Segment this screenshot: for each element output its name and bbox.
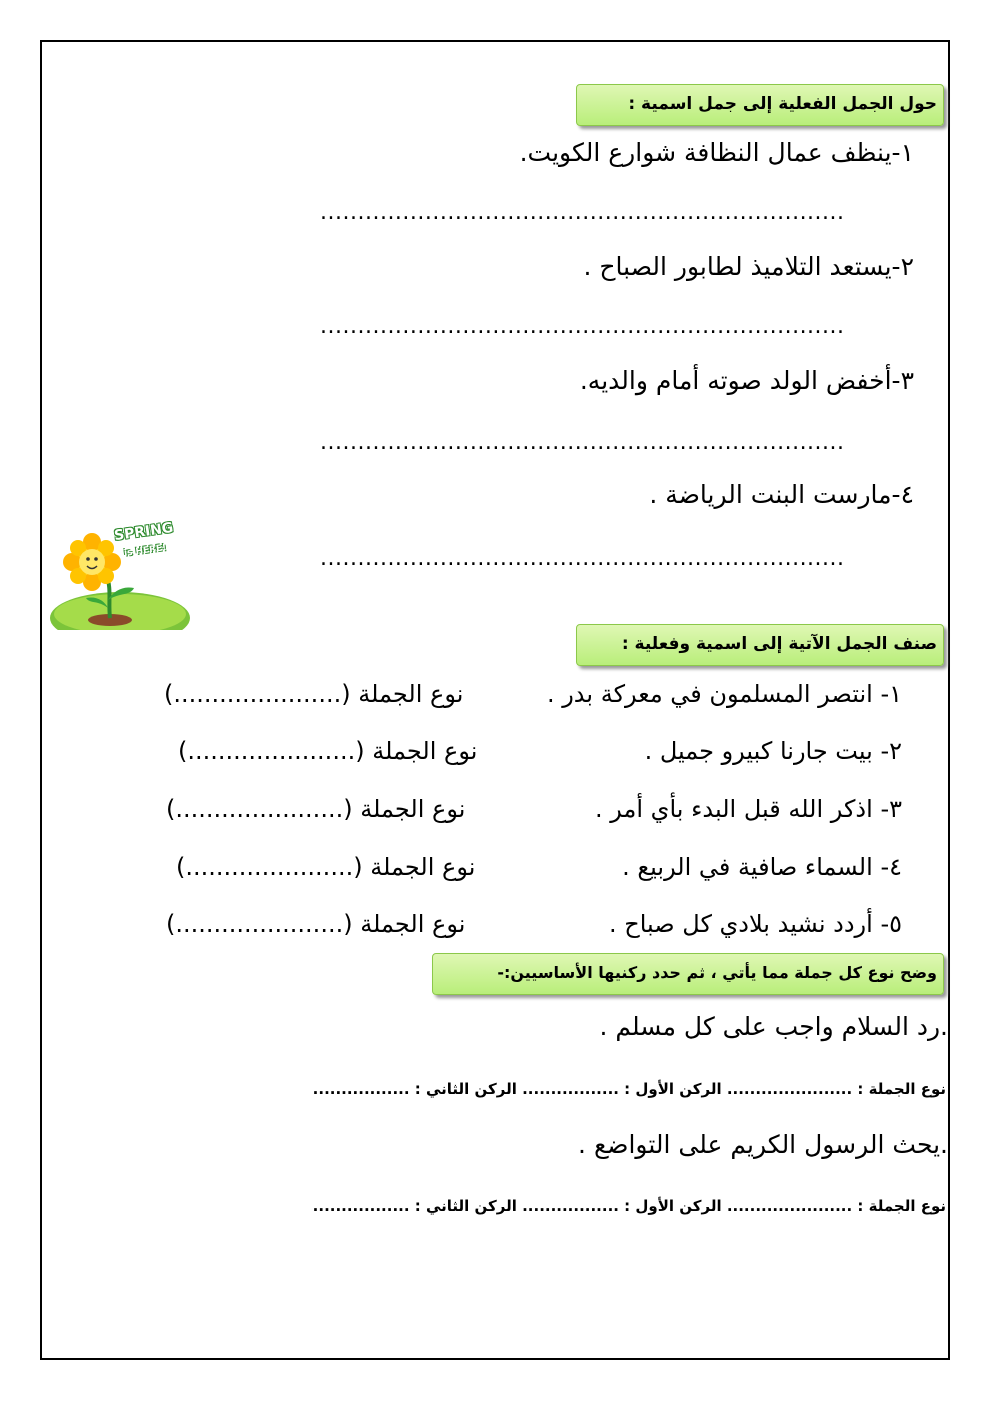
section2-num-1: ١- bbox=[880, 680, 902, 708]
type-label-2: نوع الجملة bbox=[372, 737, 478, 765]
section1-question-2: ٢-يستعد التلاميذ لطابور الصباح . bbox=[583, 252, 914, 281]
section3-sentence-1: .رد السلام واجب على كل مسلم . bbox=[599, 1012, 948, 1041]
section2-row-1 bbox=[547, 680, 902, 708]
section2-type-2 bbox=[178, 737, 477, 765]
section3-fields-1[interactable]: نوع الجملة : ...................... الركن الأول : ................. الركن الثاني : ................. bbox=[312, 1080, 946, 1098]
section1-answer-line-3[interactable]: ...................................................................... bbox=[320, 430, 845, 455]
section2-type-1 bbox=[164, 680, 463, 708]
section1-answer-line-4[interactable]: ...................................................................... bbox=[320, 546, 845, 571]
section1-banner bbox=[576, 84, 944, 126]
section3-fields-2[interactable]: نوع الجملة : ...................... الركن الأول : ................. الركن الثاني : ................. bbox=[312, 1197, 946, 1215]
section2-type-4 bbox=[176, 853, 475, 881]
type-blank-1[interactable]: (......................) bbox=[164, 680, 351, 708]
section2-type-5 bbox=[166, 910, 465, 938]
section1-title: حول الجمل الفعلية إلى جمل اسمية : bbox=[628, 94, 937, 114]
spring-clipart bbox=[48, 519, 190, 630]
section2-num-5: ٥- bbox=[880, 910, 902, 938]
section2-sentence-1: انتصر المسلمون في معركة بدر . bbox=[546, 680, 873, 708]
section1-question-1: ١-ينظف عمال النظافة شوارع الكويت. bbox=[519, 138, 914, 167]
section2-row-4 bbox=[622, 853, 902, 881]
type-blank-3[interactable]: (......................) bbox=[166, 795, 353, 823]
spring-text: SPRING bbox=[113, 519, 175, 545]
section1-question-4: ٤-مارست البنت الرياضة . bbox=[649, 480, 914, 509]
type-label-5: نوع الجملة bbox=[360, 910, 466, 938]
section2-sentence-2: بيت جارنا كبيرو جميل . bbox=[644, 737, 873, 765]
section2-row-3 bbox=[595, 795, 902, 823]
type-blank-5[interactable]: (......................) bbox=[166, 910, 353, 938]
is-here-text: is HERE! bbox=[123, 543, 167, 559]
section2-sentence-4: السماء صافية في الربيع . bbox=[622, 853, 873, 881]
section1-answer-line-2[interactable]: ...................................................................... bbox=[320, 314, 845, 339]
section2-banner bbox=[576, 624, 944, 666]
section3-sentence-2: .يحث الرسول الكريم على التواضع . bbox=[578, 1130, 948, 1159]
type-label-4: نوع الجملة bbox=[370, 853, 476, 881]
section2-row-2 bbox=[645, 737, 902, 765]
section2-row-5 bbox=[609, 910, 902, 938]
section2-title: صنف الجمل الآتية إلى اسمية وفعلية : bbox=[621, 634, 937, 654]
section3-banner bbox=[432, 953, 944, 995]
section2-sentence-5: أردد نشيد بلادي كل صباح . bbox=[608, 910, 873, 938]
section1-answer-line-1[interactable]: ...................................................................... bbox=[320, 200, 845, 225]
section2-num-2: ٢- bbox=[880, 737, 902, 765]
type-label-3: نوع الجملة bbox=[360, 795, 466, 823]
section2-sentence-3: اذكر الله قبل البدء بأي أمر . bbox=[595, 795, 873, 823]
section1-question-3: ٣-أخفض الولد صوته أمام والديه. bbox=[579, 366, 914, 395]
section2-type-3 bbox=[166, 795, 465, 823]
type-blank-2[interactable]: (......................) bbox=[178, 737, 365, 765]
section2-num-4: ٤- bbox=[880, 853, 902, 881]
section3-title: وضح نوع كل جملة مما يأتي ، ثم حدد ركنيها الأساسيين:- bbox=[497, 963, 937, 982]
section2-num-3: ٣- bbox=[880, 795, 902, 823]
type-label-1: نوع الجملة bbox=[358, 680, 464, 708]
type-blank-4[interactable]: (......................) bbox=[176, 853, 363, 881]
